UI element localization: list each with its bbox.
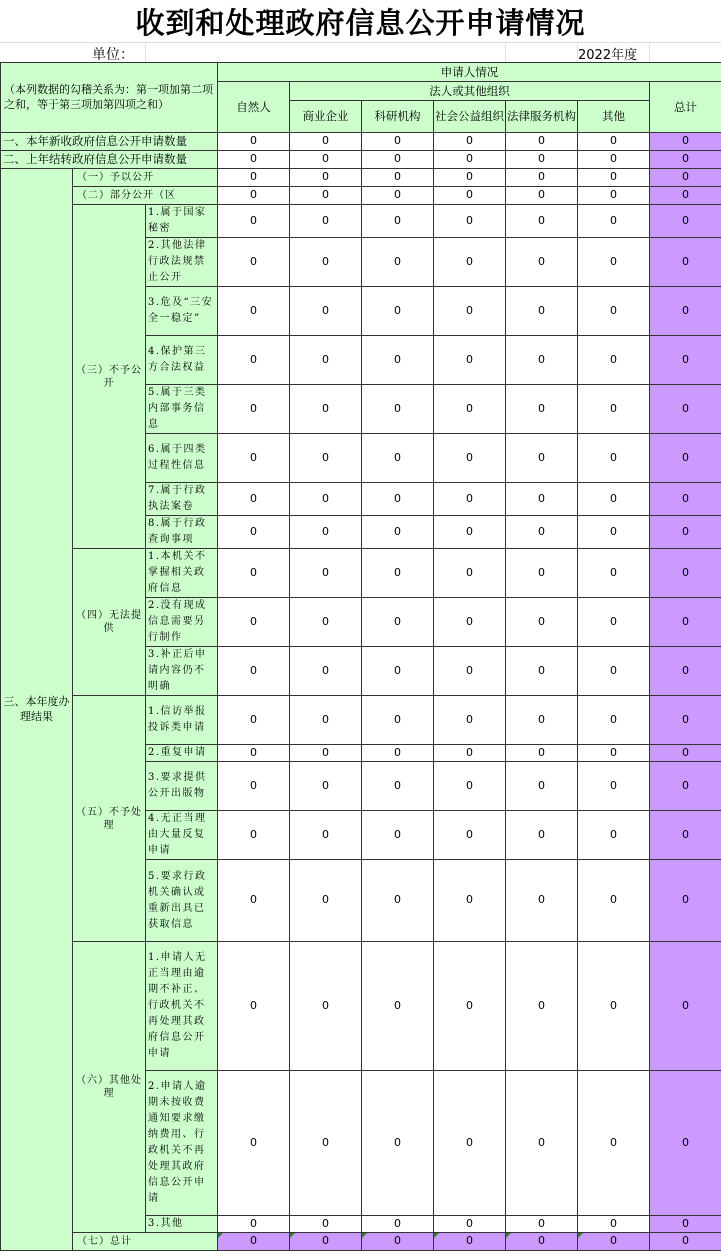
total-cell: 0: [650, 205, 721, 238]
value-cell: 0: [578, 745, 650, 762]
value-cell: 0: [434, 205, 506, 238]
category-not-processed: （五）不予处理: [73, 696, 146, 942]
value-cell: 0: [578, 647, 650, 696]
value-cell: 0: [290, 1216, 362, 1233]
value-cell: 0: [290, 1233, 362, 1251]
sub-item-label: 2.重复申请: [146, 745, 218, 762]
total-cell: 0: [650, 238, 721, 287]
value-cell: 0: [506, 169, 578, 187]
value-cell: 0: [290, 151, 362, 169]
total-cell: 0: [650, 187, 721, 205]
total-cell: 0: [650, 860, 721, 942]
value-cell: 0: [434, 696, 506, 745]
value-cell: 0: [362, 598, 434, 647]
value-cell: 0: [290, 762, 362, 811]
value-cell: 0: [362, 287, 434, 336]
total-cell: 0: [650, 942, 721, 1071]
value-cell: 0: [578, 483, 650, 516]
total-cell: 0: [650, 811, 721, 860]
value-cell: 0: [218, 151, 290, 169]
value-cell: 0: [578, 238, 650, 287]
value-cell: 0: [578, 811, 650, 860]
sub-item-label: 3.要求提供公开出版物: [146, 762, 218, 811]
value-cell: 0: [506, 598, 578, 647]
value-cell: 0: [578, 151, 650, 169]
total-header: 总计: [650, 82, 721, 133]
value-cell: 0: [362, 860, 434, 942]
sub-item-label: 1.信访举报投诉类申请: [146, 696, 218, 745]
category-partial: （二）部分公开（区: [73, 187, 218, 205]
col-header: 社会公益组织: [434, 101, 506, 133]
value-cell: 0: [506, 942, 578, 1071]
value-cell: 0: [290, 133, 362, 151]
value-cell: 0: [434, 133, 506, 151]
value-cell: 0: [218, 385, 290, 434]
sub-item-label: 2.申请人逾期未按收费通知要求缴纳费用、行政机关不再处理其政府信息公开申请: [146, 1071, 218, 1216]
value-cell: 0: [434, 151, 506, 169]
value-cell: 0: [506, 1233, 578, 1251]
value-cell: 0: [434, 1071, 506, 1216]
applicant-header: 申请人情况: [218, 63, 721, 82]
sub-item-label: 2.没有现成信息需要另行制作: [146, 598, 218, 647]
value-cell: 0: [290, 811, 362, 860]
page-title: 收到和处理政府信息公开申请情况: [135, 5, 586, 40]
value-cell: 0: [506, 1071, 578, 1216]
value-cell: 0: [218, 187, 290, 205]
natural-person-header: 自然人: [218, 82, 290, 133]
value-cell: 0: [506, 811, 578, 860]
value-cell: 0: [506, 1216, 578, 1233]
value-cell: 0: [362, 745, 434, 762]
value-cell: 0: [362, 1071, 434, 1216]
value-cell: 0: [362, 434, 434, 483]
value-cell: 0: [290, 942, 362, 1071]
value-cell: 0: [362, 385, 434, 434]
unit-row: [0, 42, 721, 63]
value-cell: 0: [434, 287, 506, 336]
value-cell: 0: [290, 696, 362, 745]
total-cell: 0: [650, 647, 721, 696]
value-cell: 0: [434, 1233, 506, 1251]
value-cell: 0: [218, 1071, 290, 1216]
value-cell: 0: [506, 696, 578, 745]
row-label-new-requests: 一、本年新收政府信息公开申请数量: [1, 133, 218, 151]
value-cell: 0: [434, 598, 506, 647]
value-cell: 0: [434, 187, 506, 205]
total-cell: 0: [650, 745, 721, 762]
total-cell: 0: [650, 549, 721, 598]
value-cell: 0: [578, 187, 650, 205]
value-cell: 0: [434, 762, 506, 811]
value-cell: 0: [578, 434, 650, 483]
sub-item-label: 6.属于四类过程性信息: [146, 434, 218, 483]
total-cell: 0: [650, 169, 721, 187]
value-cell: 0: [434, 336, 506, 385]
value-cell: 0: [506, 287, 578, 336]
value-cell: 0: [218, 516, 290, 549]
col-header: 商业企业: [290, 101, 362, 133]
value-cell: 0: [362, 1233, 434, 1251]
value-cell: 0: [218, 483, 290, 516]
total-cell: 0: [650, 762, 721, 811]
value-cell: 0: [218, 647, 290, 696]
value-cell: 0: [218, 549, 290, 598]
value-cell: 0: [506, 133, 578, 151]
value-cell: 0: [434, 745, 506, 762]
sub-item-label: 7.属于行政执法案卷: [146, 483, 218, 516]
value-cell: 0: [218, 287, 290, 336]
gridline: [505, 43, 506, 63]
value-cell: 0: [218, 1216, 290, 1233]
value-cell: 0: [218, 434, 290, 483]
value-cell: 0: [434, 549, 506, 598]
value-cell: 0: [290, 860, 362, 942]
value-cell: 0: [362, 187, 434, 205]
value-cell: 0: [290, 336, 362, 385]
value-cell: 0: [290, 205, 362, 238]
value-cell: 0: [578, 133, 650, 151]
value-cell: 0: [290, 1071, 362, 1216]
value-cell: 0: [578, 385, 650, 434]
value-cell: 0: [578, 549, 650, 598]
value-cell: 0: [506, 647, 578, 696]
value-cell: 0: [506, 205, 578, 238]
value-cell: 0: [362, 238, 434, 287]
value-cell: 0: [290, 385, 362, 434]
value-cell: 0: [362, 133, 434, 151]
value-cell: 0: [578, 942, 650, 1071]
value-cell: 0: [506, 336, 578, 385]
value-cell: 0: [362, 1216, 434, 1233]
value-cell: 0: [434, 647, 506, 696]
value-cell: 0: [506, 434, 578, 483]
value-cell: 0: [362, 483, 434, 516]
row-label-results: 三、本年度办理结果: [1, 169, 73, 1251]
value-cell: 0: [434, 942, 506, 1071]
value-cell: 0: [434, 1216, 506, 1233]
value-cell: 0: [506, 187, 578, 205]
unit-label: 单位：: [92, 47, 134, 63]
value-cell: 0: [578, 1233, 650, 1251]
category-total: （七）总计: [73, 1233, 218, 1251]
total-cell: 0: [650, 336, 721, 385]
value-cell: 0: [218, 745, 290, 762]
sub-item-label: 8.属于行政查询事项: [146, 516, 218, 549]
value-cell: 0: [434, 811, 506, 860]
value-cell: 0: [578, 205, 650, 238]
report-table: [0, 62, 721, 1251]
gridline: [649, 43, 650, 63]
value-cell: 0: [218, 238, 290, 287]
value-cell: 0: [578, 598, 650, 647]
total-cell: 0: [650, 696, 721, 745]
value-cell: 0: [218, 169, 290, 187]
value-cell: 0: [218, 598, 290, 647]
value-cell: 0: [434, 483, 506, 516]
sub-item-label: 3.补正后申请内容仍不明确: [146, 647, 218, 696]
value-cell: 0: [290, 647, 362, 696]
total-cell: 0: [650, 516, 721, 549]
value-cell: 0: [578, 516, 650, 549]
value-cell: 0: [362, 647, 434, 696]
sub-item-label: 4.保护第三方合法权益: [146, 336, 218, 385]
value-cell: 0: [290, 169, 362, 187]
legal-group-header: 法人或其他组织: [290, 82, 650, 101]
value-cell: 0: [506, 483, 578, 516]
value-cell: 0: [578, 169, 650, 187]
total-cell: 0: [650, 133, 721, 151]
value-cell: 0: [362, 336, 434, 385]
value-cell: 0: [362, 942, 434, 1071]
sub-item-label: 4.无正当理由大量反复申请: [146, 811, 218, 860]
sub-item-label: 2.其他法律行政法规禁止公开: [146, 238, 218, 287]
value-cell: 0: [218, 762, 290, 811]
value-cell: 0: [362, 811, 434, 860]
total-cell: 0: [650, 434, 721, 483]
value-cell: 0: [578, 287, 650, 336]
value-cell: 0: [362, 169, 434, 187]
value-cell: 0: [578, 1071, 650, 1216]
sub-item-label: 1.申请人无正当理由逾期不补正、行政机关不再处理其政府信息公开申请: [146, 942, 218, 1071]
value-cell: 0: [506, 238, 578, 287]
sub-item-label: 1.属于国家秘密: [146, 205, 218, 238]
value-cell: 0: [362, 762, 434, 811]
value-cell: 0: [362, 516, 434, 549]
value-cell: 0: [434, 385, 506, 434]
value-cell: 0: [218, 1233, 290, 1251]
category-not-disclosed: （三）不予公开: [73, 205, 146, 549]
value-cell: 0: [434, 434, 506, 483]
sub-item-label: 3.危及“三安全一稳定”: [146, 287, 218, 336]
col-header: 科研机构: [362, 101, 434, 133]
value-cell: 0: [578, 696, 650, 745]
value-cell: 0: [578, 762, 650, 811]
intro-note: （本列数据的勾稽关系为：第一项加第二项之和，等于第三项加第四项之和）: [1, 63, 218, 133]
value-cell: 0: [434, 169, 506, 187]
value-cell: 0: [290, 238, 362, 287]
value-cell: 0: [506, 385, 578, 434]
value-cell: 0: [506, 516, 578, 549]
value-cell: 0: [218, 696, 290, 745]
col-header: 其他: [578, 101, 650, 133]
category-unable-provide: （四）无法提供: [73, 549, 146, 696]
value-cell: 0: [506, 762, 578, 811]
total-cell: 0: [650, 1216, 721, 1233]
value-cell: 0: [218, 942, 290, 1071]
value-cell: 0: [506, 745, 578, 762]
value-cell: 0: [362, 696, 434, 745]
sub-item-label: 3.其他: [146, 1216, 218, 1233]
value-cell: 0: [362, 549, 434, 598]
total-cell: 0: [650, 483, 721, 516]
total-cell: 0: [650, 151, 721, 169]
value-cell: 0: [290, 187, 362, 205]
value-cell: 0: [578, 336, 650, 385]
col-header: 法律服务机构: [506, 101, 578, 133]
category-other-handling: （六）其他处理: [73, 942, 146, 1233]
value-cell: 0: [290, 483, 362, 516]
value-cell: 0: [290, 287, 362, 336]
total-cell: 0: [650, 385, 721, 434]
value-cell: 0: [290, 516, 362, 549]
total-cell: 0: [650, 1233, 721, 1251]
value-cell: 0: [218, 860, 290, 942]
sub-item-label: 1.本机关不掌握相关政府信息: [146, 549, 218, 598]
value-cell: 0: [218, 811, 290, 860]
gridline: [145, 43, 146, 63]
value-cell: 0: [290, 598, 362, 647]
value-cell: 0: [290, 434, 362, 483]
total-cell: 0: [650, 1071, 721, 1216]
value-cell: 0: [506, 151, 578, 169]
sub-item-label: 5.属于三类内部事务信息: [146, 385, 218, 434]
value-cell: 0: [434, 860, 506, 942]
row-label-carryover: 二、上年结转政府信息公开申请数量: [1, 151, 218, 169]
year-label: 2022年度: [578, 48, 638, 63]
total-cell: 0: [650, 287, 721, 336]
value-cell: 0: [578, 860, 650, 942]
value-cell: 0: [506, 549, 578, 598]
value-cell: 0: [290, 549, 362, 598]
sub-item-label: 5.要求行政机关确认或重新出具已获取信息: [146, 860, 218, 942]
value-cell: 0: [362, 151, 434, 169]
value-cell: 0: [434, 516, 506, 549]
value-cell: 0: [506, 860, 578, 942]
value-cell: 0: [218, 205, 290, 238]
value-cell: 0: [578, 1216, 650, 1233]
value-cell: 0: [362, 205, 434, 238]
total-cell: 0: [650, 598, 721, 647]
category-disclosed: （一）予以公开: [73, 169, 218, 187]
value-cell: 0: [218, 336, 290, 385]
value-cell: 0: [290, 745, 362, 762]
value-cell: 0: [434, 238, 506, 287]
value-cell: 0: [218, 133, 290, 151]
